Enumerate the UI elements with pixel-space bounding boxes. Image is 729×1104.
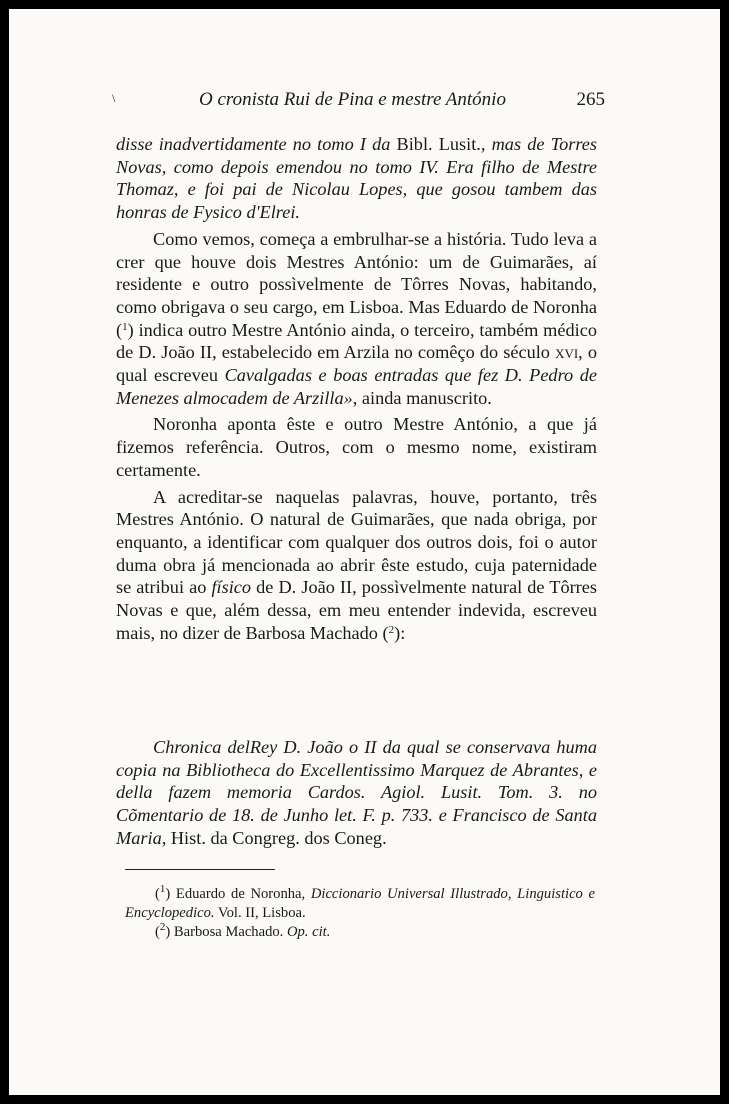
footnote-1: ($^1$) Eduardo de Noronha, Diccionario Universal Illustrado, Linguistico e Encyclopedico. Vol. II, Lisboa. xyxy=(125,883,595,921)
p4-text-c: ): xyxy=(394,622,406,643)
p1-text-c: , mas de Torres Novas, como depois emendou no tomo IV. Era filho de Mestre Thomaz, e foi pai de Nicolau Lopes, que gosou tambem das honras de Fysico d'Elrei. xyxy=(116,134,597,223)
footnote-1-title: Diccionario Universal Illustrado, Linguistico e Encyclopedico. xyxy=(125,886,595,921)
footnote-1-mark: 1 xyxy=(159,883,166,895)
footnote-1-text-c: Vol. II, Lisboa. xyxy=(214,905,306,921)
book-page xyxy=(9,9,720,1095)
quote-text-b: Hist. da Congreg. dos Coneg. xyxy=(170,827,387,848)
running-title: O cronista Rui de Pina e mestre António xyxy=(199,89,506,110)
p2-century: xvi xyxy=(555,342,579,363)
p2-text-a: Como vemos, começa a embrulhar-se a história. Tudo leva a crer que houve dois Mestres António: um de Guimarães, aí residente e outro possìvelmente de Tôrres Novas, habitando, como obrigava o seu cargo, em Lisboa. Mas Eduardo de Noronha ( xyxy=(116,228,597,340)
footnotes xyxy=(125,885,595,942)
quote-text-a: Chronica delRey D. João o II da qual se conservava huma copia na Bibliotheca do Excellentissimo Marquez de Abrantes, e della fazem memoria Cardos. Agiol. Lusit. Tom. 3. no Cõmentario de 18. de Junho let. F. p. 733. e Francisco de Santa Maria, xyxy=(116,737,597,848)
paragraph-1 xyxy=(116,133,597,224)
paragraph-2 xyxy=(116,228,597,410)
p2-text-b: ) indica outro Mestre António ainda, o terceiro, também médico de D. João II, estabelecido em Arzila no comêço do século xyxy=(116,319,597,363)
main-text xyxy=(116,133,597,644)
page-number: 265 xyxy=(576,89,605,110)
running-header xyxy=(113,89,605,115)
p4-fisico: físico xyxy=(211,577,252,598)
paragraph-4 xyxy=(116,486,597,645)
p2-work-title: Cavalgadas e boas entradas que fez D. Pedro de Menezes almocadem de Arzilla» xyxy=(116,365,597,408)
footnote-ref-2: 2 xyxy=(388,623,395,636)
header-mark: \ xyxy=(112,91,116,105)
paragraph-3: Noronha aponta êste e outro Mestre António, a que já fizemos referência. Outros, com o mesmo nome, existiram certamente. xyxy=(116,414,597,480)
footnote-ref-1: 1 xyxy=(122,320,128,333)
p2-text-c: , o qual escreveu xyxy=(116,342,598,386)
p4-text-b: de D. João II, possìvelmente natural de Tôrres Novas e que, além dessa, em meu entender indevida, escreveu mais, no dizer de Barbosa Machado ( xyxy=(116,577,597,643)
footnote-divider xyxy=(125,869,275,870)
footnote-2-mark: 2 xyxy=(159,921,166,933)
footnote-1-text-a: Eduardo de Noronha, xyxy=(170,886,311,902)
footnote-2-cit: Op. cit. xyxy=(286,924,331,940)
p4-text-a: A acreditar-se naquelas palavras, houve, portanto, três Mestres António. O natural de Guimarães, que nada obriga, por enquanto, a identificar com qualquer dos outros dois, foi o autor duma obra já mencionada ao abrir êste estudo, cuja paternidade se atribui ao xyxy=(116,486,597,598)
footnote-2: ($^2$) Barbosa Machado. Op. cit. xyxy=(155,921,331,940)
block-quote xyxy=(116,736,597,850)
quote-paragraph xyxy=(116,736,597,850)
p1-text-a: disse inadvertidamente no tomo I da xyxy=(116,134,397,154)
p1-bibl: Bibl. Lusit. xyxy=(396,134,481,154)
p2-text-d: , ainda manuscrito. xyxy=(352,387,492,408)
footnote-2-text-a: Barbosa Machado. xyxy=(170,924,287,940)
